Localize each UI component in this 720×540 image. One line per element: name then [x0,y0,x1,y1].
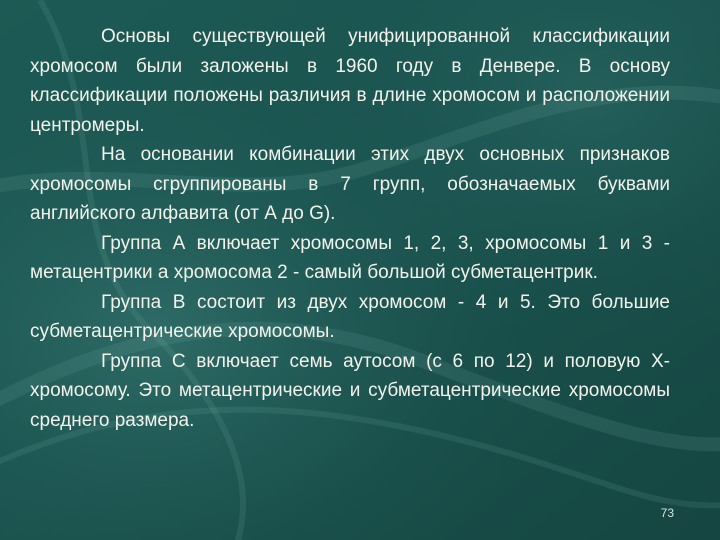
slide-text-body [30,22,670,492]
paragraph-group-a: Группа А включает хромосомы 1, 2, 3, хромосомы 1 и 3 - метацентрики а хромосома 2 - самый большой субметацентрик. [30,232,670,283]
paragraph-group-c: Группа С включает семь аутосом (с 6 по 12) и половую Х-хромосому. Это метацентрические и субметацентрические хромосомы среднего размера. [30,350,670,431]
paragraph-seven-groups: На основании комбинации этих двух основных признаков хромосомы сгруппированы в 7 групп, обозначаемых буквами английского алфавита (от А до G). [30,144,670,224]
paragraph-denver-classification: Основы существующей унифицированной классификации хромосом были заложены в 1960 году в Денвере. В основу классификации положены различия в длине хромосом и расположении центромеры. [30,26,670,136]
page-number: 73 [660,506,674,520]
paragraph-group-b: Группа В состоит из двух хромосом - 4 и 5. Это большие субметацентрические хромосомы. [30,291,670,342]
